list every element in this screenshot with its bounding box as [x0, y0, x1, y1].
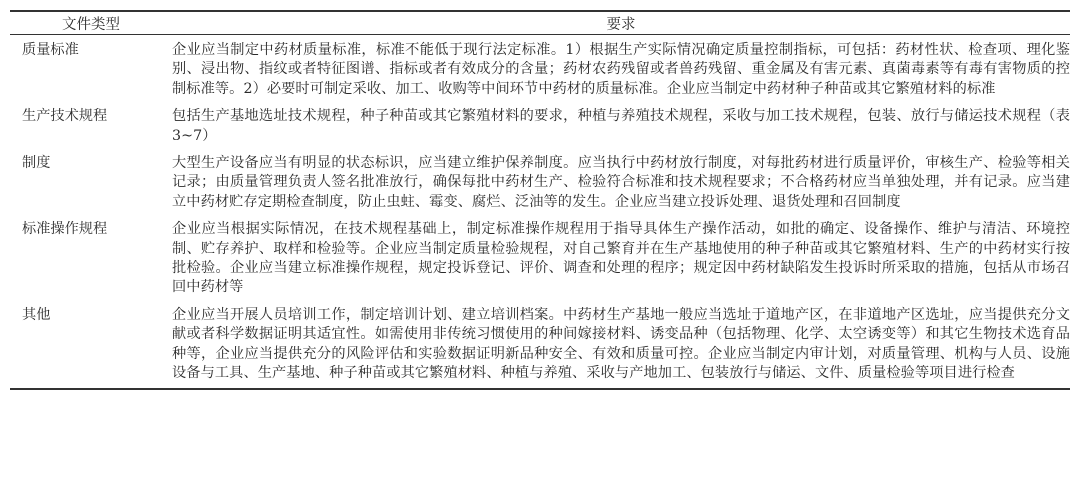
- requirements-table: [10, 10, 1070, 390]
- table-row: [10, 214, 1070, 300]
- row-requirement: 大型生产设备应当有明显的状态标识，应当建立维护保养制度。应当执行中药材放行制度，对每批药材进行质量评价，审核生产、检验等相关记录；由质量管理负责人签名批准放行，确保每批中药材生产、检验符合标准和技术规程要求；不合格药材应当单独处理，并有记录。应当建立中药材贮存定期检查制度，防止虫蛀、霉变、腐烂、泛油等的发生。企业应当建立投诉处理、退货处理和召回制度: [172, 155, 1070, 210]
- header-requirement: 要求: [172, 11, 1070, 35]
- row-file-type: 生产技术规程: [22, 108, 108, 125]
- table-header: [10, 11, 1070, 35]
- row-file-type: 制度: [22, 155, 51, 172]
- table-header-row: [10, 11, 1070, 35]
- row-requirement: 包括生产基地选址技术规程，种子种苗或其它繁殖材料的要求，种植与养殖技术规程，采收与加工技术规程，包装、放行与储运技术规程（表3~7）: [172, 108, 1070, 144]
- table-row: [10, 101, 1070, 148]
- table-row: [10, 35, 1070, 102]
- table-row: [10, 148, 1070, 214]
- row-file-type: 标准操作规程: [22, 221, 108, 238]
- row-file-type: 其他: [10, 300, 172, 389]
- row-file-type: 质量标准: [22, 42, 79, 58]
- header-file-type: 文件类型: [10, 11, 172, 35]
- table-body: [10, 35, 1070, 389]
- row-requirement: 企业应当开展人员培训工作，制定培训计划、建立培训档案。中药材生产基地一般应当选址于道地产区，在非道地产区选址，应当提供充分文献或者科学数据证明其适宜性。如需使用非传统习惯使用的种间嫁接材料、诱变品种（包括物理、化学、太空诱变等）和其它生物技术选育品种等，企业应当提供充分的风险评估和实验数据证明新品种安全、有效和质量可控。企业应当制定内审计划，对质量管理、机构与人员、设施设备与工具、生产基地、种子种苗或其它繁殖材料、种植与养殖、采收与产地加工、包装放行与储运、文件、质量检验等项目进行检查: [172, 300, 1070, 389]
- table-row: [10, 300, 1070, 389]
- row-requirement: 企业应当制定中药材质量标准，标准不能低于现行法定标准。1）根据生产实际情况确定质量控制指标，可包括：药材性状、检查项、理化鉴别、浸出物、指纹或者特征图谱、指标或者有效成分的含量；药材农药残留或者兽药残留、重金属及有害元素、真菌毒素等有毒有害物质的控制标准等。2）必要时可制定采收、加工、收购等中间环节中药材的质量标准。企业应当制定中药材种子种苗或其它繁殖材料的标准: [172, 42, 1070, 97]
- row-requirement: 企业应当根据实际情况，在技术规程基础上，制定标准操作规程用于指导具体生产操作活动，如批的确定、设备操作、维护与清洁、环境控制、贮存养护、取样和检验等。企业应当制定质量检验规程，对自己繁育并在生产基地使用的种子种苗或其它繁殖材料、生产的中药材实行按批检验。企业应当建立标准操作规程，规定投诉登记、评价、调查和处理的程序；规定因中药材缺陷发生投诉时所采取的措施，包括从市场召回中药材等: [172, 221, 1070, 296]
